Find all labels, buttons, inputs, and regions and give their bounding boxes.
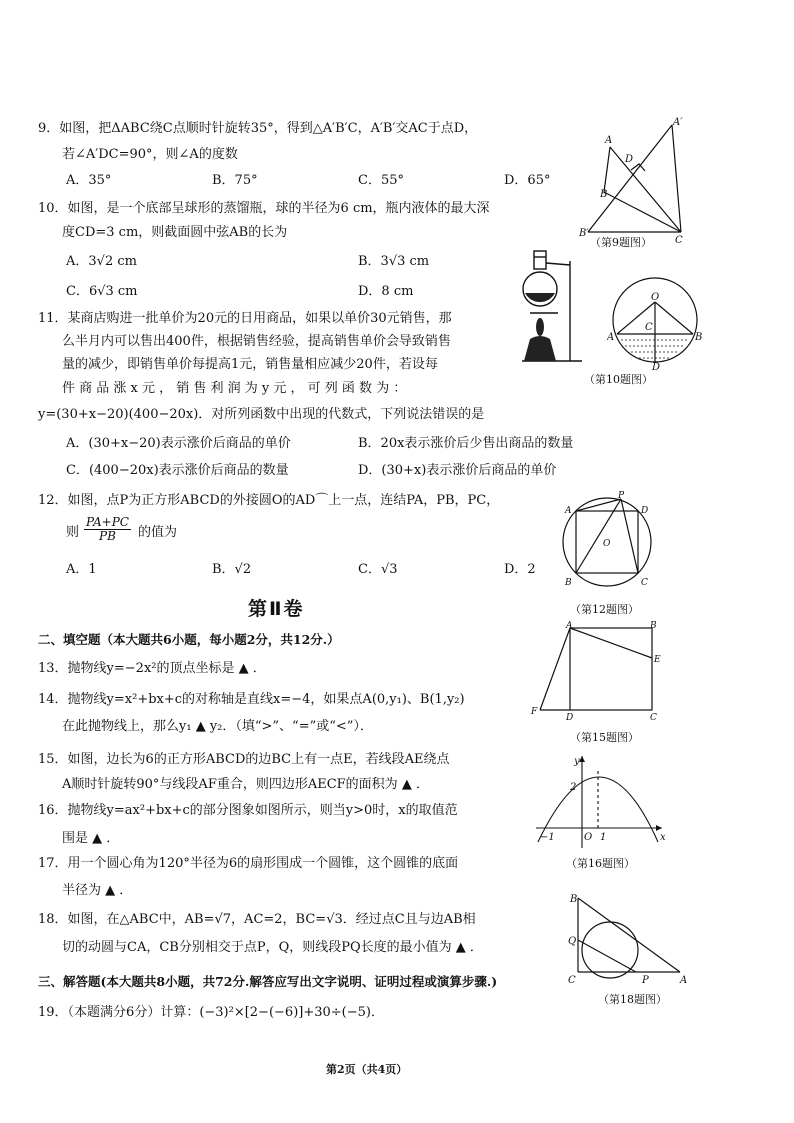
q11-option-b: B．20x表示涨价后少售出商品的数量 xyxy=(358,436,574,451)
fig15-label-b: B xyxy=(650,621,657,631)
q17-line1: 17．用一个圆心角为120°半径为6的扇形围成一个圆锥，这个圆锥的底面 xyxy=(38,856,459,871)
q11-option-d: D．(30+x)表示涨价后商品的单价 xyxy=(358,463,557,478)
fig10-label-o: O xyxy=(651,292,660,303)
q10-option-a: A．3√2 cm xyxy=(66,254,137,269)
q12-option-a: A．1 xyxy=(66,562,97,577)
figure-18 xyxy=(562,890,692,990)
q11-line5: y=(30+x−20)(400−20x)．对所列函数中出现的代数式，下列说法错误的是 xyxy=(38,407,485,422)
q9-option-b: B．75° xyxy=(212,173,258,188)
figure-10-flask xyxy=(518,243,586,365)
caption-figure-15: （第15题图） xyxy=(570,731,639,744)
q16-line2: 围是 ▲ ． xyxy=(62,831,120,846)
fig18-label-p: P xyxy=(642,975,649,986)
fig15-label-d: D xyxy=(566,713,574,722)
fig9-label-d: D xyxy=(625,154,634,165)
fig10-label-b: B xyxy=(695,332,703,343)
q10-line1: 10．如图，是一个底部呈球形的蒸馏瓶，球的半径为6 cm，瓶内液体的最大深 xyxy=(38,201,490,216)
q11-option-c: C．(400−20x)表示涨价后商品的数量 xyxy=(66,463,289,478)
part-2-title: 第Ⅱ卷 xyxy=(248,598,305,620)
fig18-label-q: Q xyxy=(568,936,577,947)
q15-line1: 15．如图，边长为6的正方形ABCD的边BC上有一点E，若线段AE绕点 xyxy=(38,752,450,767)
caption-figure-10: （第10题图） xyxy=(584,373,653,386)
fig15-label-a: A xyxy=(566,621,573,631)
q9-option-d: D．65° xyxy=(504,173,551,188)
q18-line1: 18．如图，在△ABC中，AB=√7，AC=2，BC=√3．经过点C且与边AB相 xyxy=(38,912,476,927)
fig18-label-a: A xyxy=(680,975,688,986)
fig12-label-c: C xyxy=(641,578,648,588)
figure-12 xyxy=(557,490,657,594)
q19: 19．（本题满分6分）计算：(−3)²×[2−(−6)]+30÷(−5)． xyxy=(38,1005,384,1020)
fig12-label-a: A xyxy=(565,506,572,516)
fig9-label-c: C xyxy=(675,235,683,246)
q12-value-text: 的值为 xyxy=(138,525,178,540)
q10-option-b: B．3√3 cm xyxy=(358,254,430,269)
fig12-label-b: B xyxy=(565,578,572,588)
fig12-label-d: D xyxy=(641,506,649,516)
fig12-label-o: O xyxy=(603,539,611,549)
fig16-label-2: 2 xyxy=(570,782,577,793)
q10-option-d: D．8 cm xyxy=(358,284,414,299)
fig12-label-p: P xyxy=(618,491,625,501)
q13: 13．抛物线y=−2x²的顶点坐标是 ▲ ． xyxy=(38,661,266,676)
q9-line1: 9．如图，把ΔABC绕C点顺时针旋转35°，得到△A′B′C，A′B′交AC于点D， xyxy=(38,121,478,136)
figure-16 xyxy=(530,752,670,852)
caption-figure-16: （第16题图） xyxy=(566,857,635,870)
fig10-label-d: D xyxy=(652,362,661,370)
q9-option-c: C．55° xyxy=(358,173,404,188)
fig16-label-minus1: −1 xyxy=(540,832,555,843)
q12-fraction-denominator: PB xyxy=(99,529,116,544)
q10-line2: 度CD=3 cm，则截面圆中弦AB的长为 xyxy=(62,225,288,240)
q11-line4: 件 商 品 涨 x 元 ， 销 售 利 润 为 y 元 ， 可 列 函 数 为 ： xyxy=(62,381,407,396)
q16-line1: 16．抛物线y=ax²+bx+c的部分图象如图所示，则当y>0时，x的取值范 xyxy=(38,803,458,818)
fig16-label-y: y xyxy=(574,756,580,767)
q15-line2: A顺时针旋转90°与线段AF重合，则四边形AECF的面积为 ▲ ． xyxy=(62,777,429,792)
q17-line2: 半径为 ▲ ． xyxy=(62,883,133,898)
q12-option-c: C．√3 xyxy=(358,562,398,577)
caption-figure-12: （第12题图） xyxy=(570,603,639,616)
fig9-label-a: A xyxy=(605,135,613,146)
q12-fraction-numerator: PA+PC xyxy=(86,515,129,529)
fig16-label-1: 1 xyxy=(600,832,607,843)
q11-line3: 量的减少，即销售单价每提高1元，销售量相应减少20件，若设每 xyxy=(62,357,438,372)
fig18-label-b: B xyxy=(570,894,578,905)
page-footer: 第2页（共4页） xyxy=(326,1063,408,1076)
q14-line2: 在此抛物线上，那么y₁ ▲ y₂．（填“>”、“=”或“<”）． xyxy=(62,719,373,734)
q9-line2: 若∠A′DC=90°，则∠A的度数 xyxy=(62,147,238,162)
fig15-label-f: F xyxy=(531,707,538,717)
fig9-label-b: B xyxy=(600,189,608,200)
q11-option-a: A．(30+x−20)表示涨价后商品的单价 xyxy=(66,436,291,451)
figure-15 xyxy=(528,620,668,722)
figure-10 xyxy=(607,270,703,370)
fig18-label-c: C xyxy=(568,975,576,986)
q10-option-c: C．6√3 cm xyxy=(66,284,138,299)
q11-line1: 11．某商店购进一批单价为20元的日用商品，如果以单价30元销售，那 xyxy=(38,311,452,326)
q12-line1: 12．如图，点P为正方形ABCD的外接圆O的AD⌒上一点，连结PA，PB，PC， xyxy=(38,493,500,508)
fig9-label-b-prime: B′ xyxy=(579,228,589,239)
fig9-label-a-prime: A′ xyxy=(673,117,683,128)
fig15-label-c: C xyxy=(650,713,657,722)
fig16-label-x: x xyxy=(660,832,666,843)
fig10-label-c: C xyxy=(645,322,653,333)
q11-line2: 么半月内可以售出400件，根据销售经验，提高销售单价会导致销售 xyxy=(62,334,451,349)
fig10-label-a: A xyxy=(607,332,615,343)
q12-then: 则 xyxy=(66,525,80,540)
caption-figure-18: （第18题图） xyxy=(598,993,667,1006)
q18-line2: 切的动圆与CA，CB分别相交于点P，Q，则线段PQ长度的最小值为 ▲ ． xyxy=(62,940,483,955)
q9-option-a: A．35° xyxy=(66,173,112,188)
section-2-heading: 二、填空题（本大题共6小题，每小题2分，共12分.） xyxy=(38,632,340,647)
section-3-heading: 三、解答题(本大题共8小题，共72分.解答应写出文字说明、证明过程或演算步骤.) xyxy=(38,974,498,989)
fig15-label-e: E xyxy=(654,655,661,665)
figure-9 xyxy=(575,115,685,250)
q12-option-d: D．2 xyxy=(504,562,536,577)
fig16-label-origin: O xyxy=(584,832,593,843)
q12-fraction xyxy=(84,516,131,543)
q12-option-b: B．√2 xyxy=(212,562,252,577)
caption-figure-9: （第9题图） xyxy=(590,236,652,249)
q14-line1: 14．抛物线y=x²+bx+c的对称轴是直线x=−4，如果点A(0,y₁)、B(1,y₂) xyxy=(38,692,465,707)
